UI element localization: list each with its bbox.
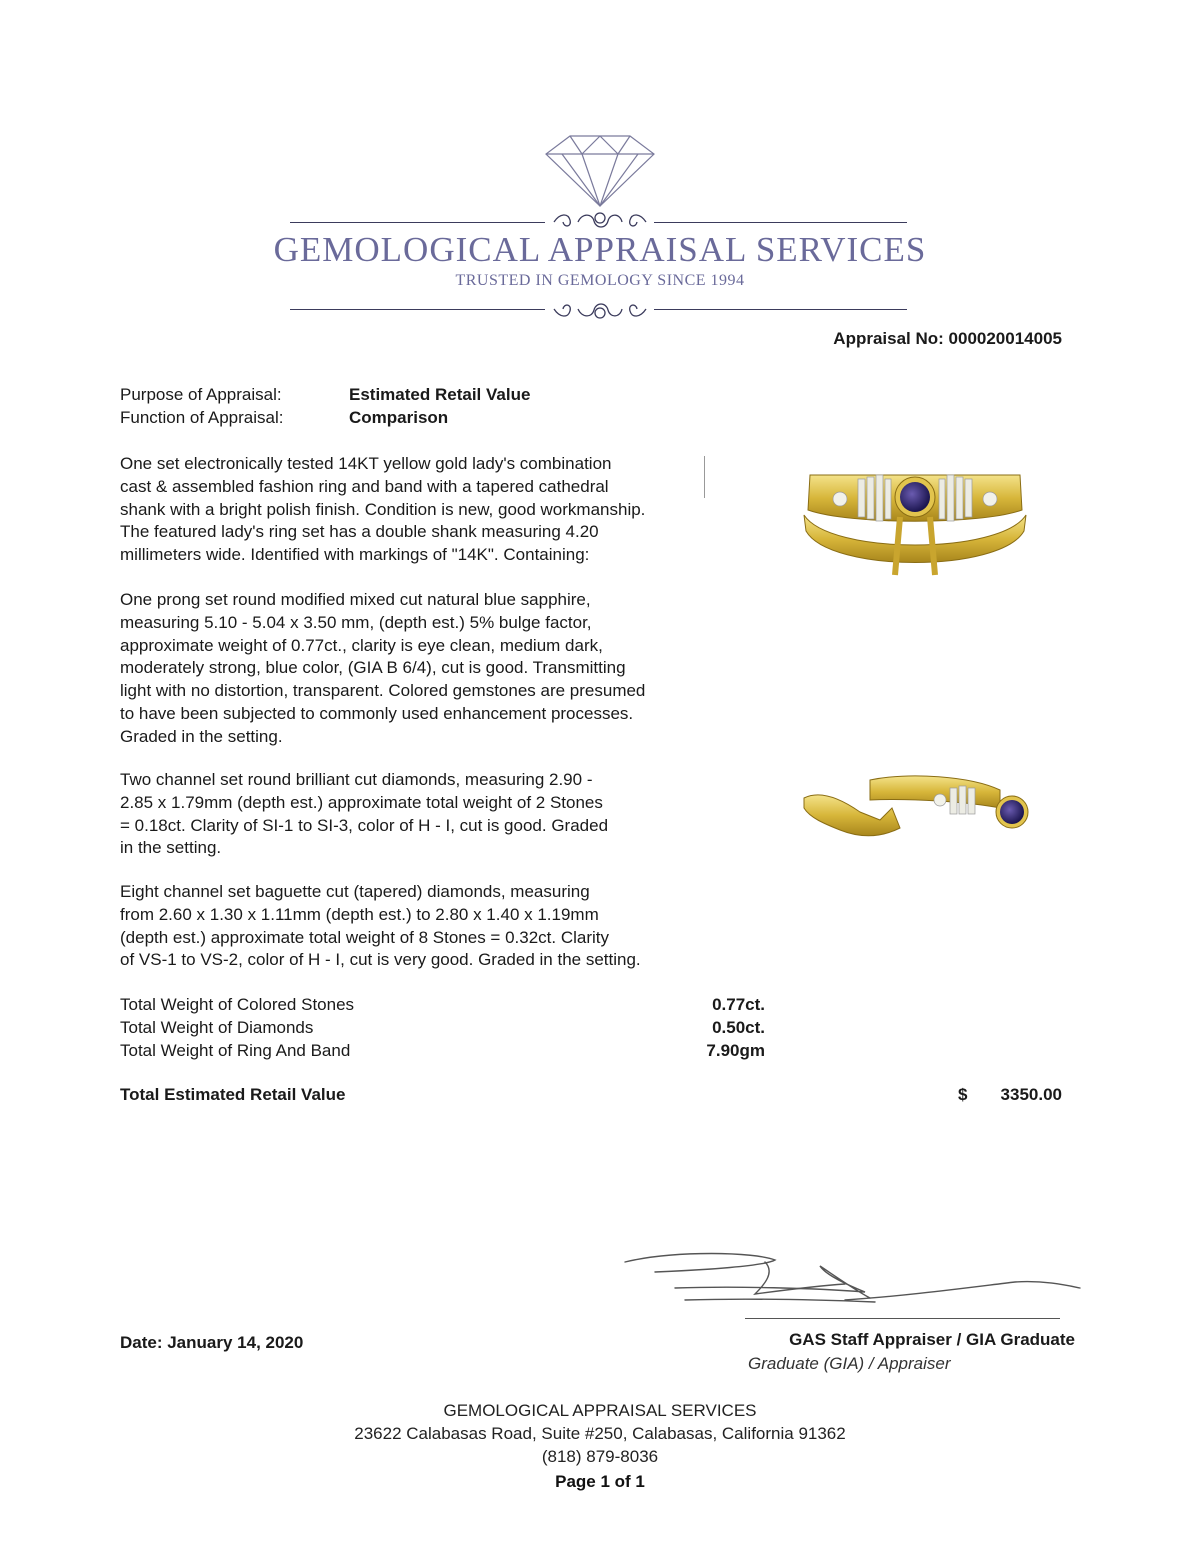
purpose-label: Purpose of Appraisal: (120, 385, 282, 404)
total-ring-weight-value: 7.90gm (706, 1041, 765, 1060)
ring-side-photo (800, 768, 1035, 853)
company-tagline: TRUSTED IN GEMOLOGY SINCE 1994 (455, 272, 745, 289)
text-line: moderately strong, blue color, (GIA B 6/4), cut is good. Transmitting (120, 658, 626, 678)
appraiser-subtitle: Graduate (GIA) / Appraiser (748, 1354, 951, 1373)
text-line: Graded in the setting. (120, 726, 283, 746)
text-line: = 0.18ct. Clarity of SI-1 to SI-3, color of H - I, cut is good. Graded (120, 815, 609, 835)
text-line: shank with a bright polish finish. Condition is new, good workmanship. (120, 499, 646, 519)
header-rule-bottom-right (654, 309, 907, 310)
text-line: One set electronically tested 14KT yellow gold lady's combination (120, 454, 612, 473)
description-sapphire (120, 589, 740, 749)
text-line: 2.85 x 1.79mm (depth est.) approximate total weight of 2 Stones (120, 792, 603, 812)
footer-address: 23622 Calabasas Road, Suite #250, Calabasas, California 91362 (354, 1424, 846, 1443)
text-line: in the setting. (120, 838, 222, 858)
currency-symbol: $ (958, 1085, 968, 1104)
total-colored-label: Total Weight of Colored Stones (120, 995, 355, 1014)
function-label: Function of Appraisal: (120, 408, 284, 427)
retail-value-label: Total Estimated Retail Value (120, 1085, 346, 1104)
appraiser-title: GAS Staff Appraiser / GIA Graduate (789, 1330, 1075, 1349)
text-line: of VS-1 to VS-2, color of H - I, cut is very good. Graded in the setting. (120, 950, 641, 970)
text-line: Eight channel set baguette cut (tapered) diamonds, measuring (120, 882, 590, 901)
total-ring-weight-label: Total Weight of Ring And Band (120, 1041, 351, 1060)
signature-line (745, 1318, 1060, 1319)
margin-mark (704, 456, 705, 498)
scroll-ornament-icon (550, 296, 650, 322)
header-rule-top-right (654, 222, 907, 223)
text-line: cast & assembled fashion ring and band with a tapered cathedral (120, 476, 609, 496)
total-diamonds-value: 0.50ct. (712, 1018, 765, 1037)
text-line: Two channel set round brilliant cut diamonds, measuring 2.90 - (120, 770, 593, 789)
description-ring (120, 453, 740, 567)
text-line: from 2.60 x 1.30 x 1.11mm (depth est.) to 2.80 x 1.40 x 1.19mm (120, 904, 599, 924)
description-baguette-diamonds (120, 881, 740, 972)
diamond-logo-icon (540, 130, 660, 210)
footer-company: GEMOLOGICAL APPRAISAL SERVICES (443, 1401, 757, 1420)
page-number: Page 1 of 1 (555, 1472, 645, 1491)
company-name: GEMOLOGICAL APPRAISAL SERVICES (273, 230, 927, 269)
header-rule-bottom-left (290, 309, 545, 310)
appraisal-date: Date: January 14, 2020 (120, 1333, 304, 1352)
text-line: The featured lady's ring set has a double shank measuring 4.20 (120, 522, 599, 542)
text-line: approximate weight of 0.77ct., clarity is eye clean, medium dark, (120, 635, 603, 655)
retail-value-amount: 3350.00 (1000, 1085, 1062, 1104)
footer-phone: (818) 879-8036 (541, 1447, 659, 1466)
description-round-diamonds (120, 769, 740, 860)
text-line: measuring 5.10 - 5.04 x 3.50 mm, (depth est.) 5% bulge factor, (120, 612, 592, 632)
signature-image (615, 1248, 1085, 1318)
text-line: millimeters wide. Identified with markings of "14K". Containing: (120, 545, 590, 565)
purpose-value: Estimated Retail Value (349, 385, 531, 404)
header-rule-top-left (290, 222, 545, 223)
total-colored-value: 0.77ct. (712, 995, 765, 1014)
ring-front-photo (800, 455, 1030, 580)
text-line: light with no distortion, transparent. Colored gemstones are presumed (120, 681, 646, 701)
text-line: (depth est.) approximate total weight of 8 Stones = 0.32ct. Clarity (120, 927, 610, 947)
appraisal-number: Appraisal No: 000020014005 (833, 329, 1062, 348)
total-diamonds-label: Total Weight of Diamonds (120, 1018, 314, 1037)
text-line: One prong set round modified mixed cut natural blue sapphire, (120, 590, 591, 609)
text-line: to have been subjected to commonly used enhancement processes. (120, 703, 634, 723)
function-value: Comparison (349, 408, 449, 427)
